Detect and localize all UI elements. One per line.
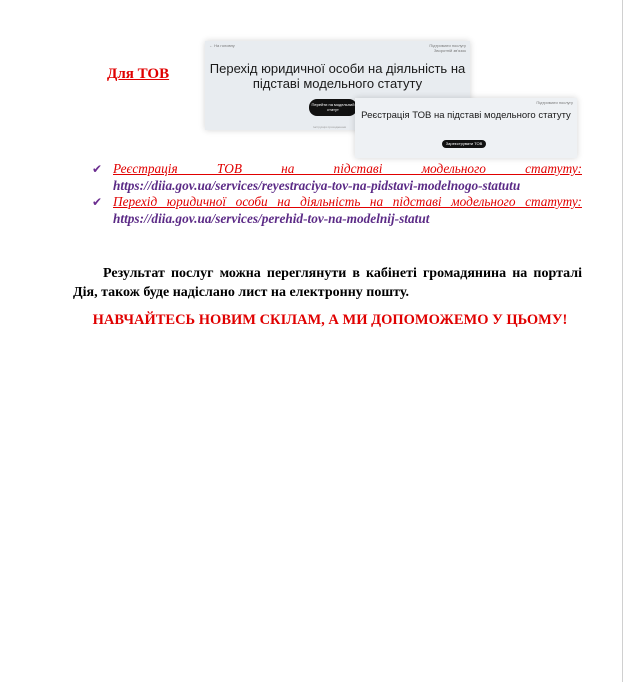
screenshot-footnote: Інструкція проходження <box>313 125 347 129</box>
screenshot-topbar <box>359 100 573 108</box>
service-list <box>90 161 582 227</box>
list-item <box>90 161 582 194</box>
screenshot-title: Перехід юридичної особи на діяльність на підставі модельного статуту <box>209 61 466 91</box>
support-link: Підтримати послугу <box>429 43 466 48</box>
feedback-link: Зворотній зв'язок <box>433 48 466 53</box>
screenshot-topbar <box>209 43 466 51</box>
screenshot-title: Реєстрація ТОВ на підставі модельного статуту <box>361 110 571 121</box>
service-link-label[interactable]: Реєстрація ТОВ на підставі модельного статуту: <box>113 161 582 176</box>
service-screenshot-registration <box>355 98 577 158</box>
support-link: Підтримати послугу <box>536 100 573 105</box>
screenshot-button: Перейти на модельний статут <box>309 99 357 116</box>
service-url[interactable]: https://diia.gov.ua/services/reyestraciya-tov-na-pidstavi-modelnogo-statutu <box>113 177 521 193</box>
checkmark-icon: ✔ <box>92 162 103 176</box>
checkmark-icon: ✔ <box>92 195 103 209</box>
service-url[interactable]: https://diia.gov.ua/services/perehid-tov-na-modelnij-statut <box>113 210 430 226</box>
section-heading: Для ТОВ <box>107 66 170 82</box>
list-item <box>90 194 582 227</box>
service-link-label[interactable]: Перехід юридичної особи на діяльність на підставі модельного статуту: <box>113 194 582 209</box>
slogan: НАВЧАЙТЕСЬ НОВИМ СКІЛАМ, А МИ ДОПОМОЖЕМО У ЦЬОМУ! <box>92 312 568 328</box>
result-paragraph: Результат послуг можна переглянути в кабінеті громадянина на порталі Дія, також буде надіслано лист на електронну пошту. <box>73 266 582 300</box>
back-link: ← На головну <box>209 43 235 48</box>
screenshot-button: Зареєструвати ТОВ <box>442 140 486 148</box>
topbar-links <box>429 43 466 53</box>
